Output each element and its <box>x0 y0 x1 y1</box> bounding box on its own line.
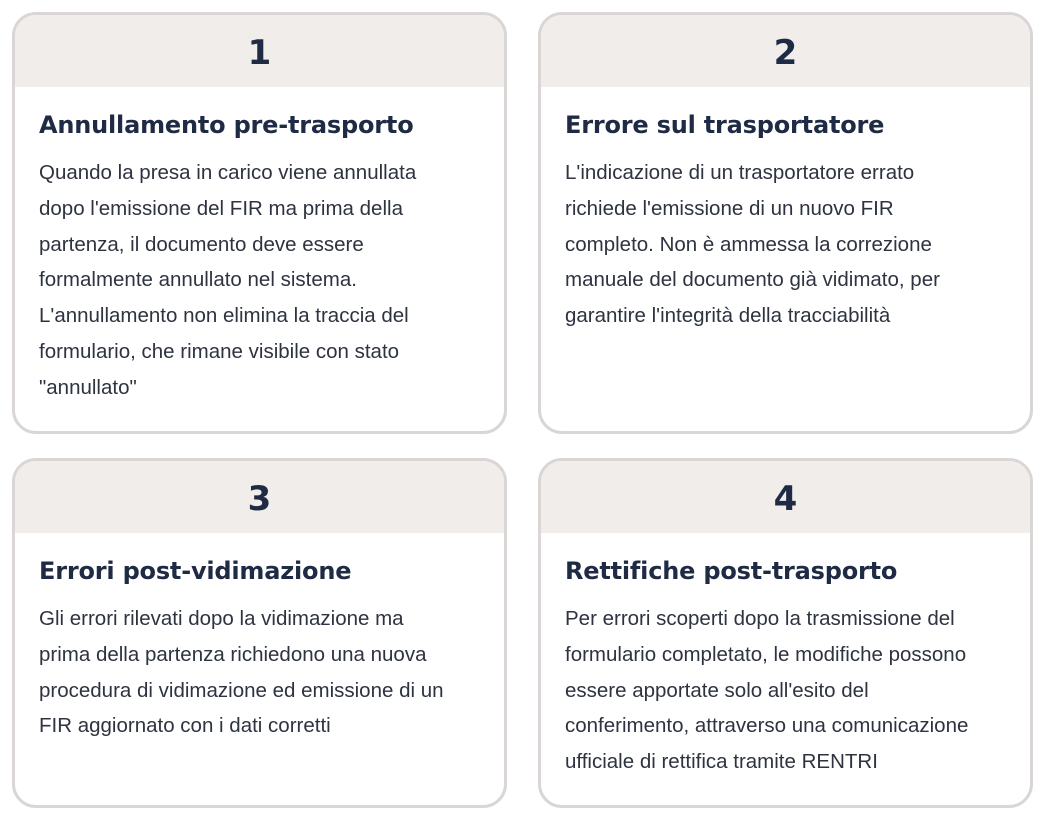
card-header <box>541 461 1030 533</box>
description-line: formulario, che rimane visibile con stato <box>39 339 400 363</box>
description-line: ufficiale di rettifica tramite RENTRI <box>565 750 878 774</box>
card-header <box>15 461 504 533</box>
description-line: partenza, il documento deve essere <box>39 232 364 256</box>
card-number: 4 <box>773 479 798 519</box>
card-header <box>541 15 1030 87</box>
card-body <box>541 533 1030 780</box>
description-line: FIR aggiornato con i dati corretti <box>39 714 331 738</box>
description-line: garantire l'integrità della tracciabilità <box>565 304 891 328</box>
card-description <box>39 601 480 744</box>
card-annullamento-pre-trasporto <box>12 12 507 434</box>
card-number: 1 <box>247 33 272 73</box>
card-body <box>541 87 1030 334</box>
card-description <box>565 155 1006 334</box>
card-header <box>15 15 504 87</box>
card-rettifiche-post-trasporto <box>538 458 1033 808</box>
description-line: procedura di vidimazione ed emissione di un <box>39 678 444 702</box>
description-line: L'indicazione di un trasportatore errato <box>565 161 915 184</box>
card-errore-trasportatore <box>538 12 1033 434</box>
description-line: dopo l'emissione del FIR ma prima della <box>39 196 403 220</box>
description-line: L'annullamento non elimina la traccia del <box>39 304 409 328</box>
card-body <box>15 533 504 744</box>
description-line: prima della partenza richiedono una nuova <box>39 642 427 666</box>
card-number: 2 <box>773 33 798 73</box>
card-number: 3 <box>247 479 272 519</box>
card-errori-post-vidimazione <box>12 458 507 808</box>
description-line: Quando la presa in carico viene annullata <box>39 161 417 184</box>
description-line: manuale del documento già vidimato, per <box>565 268 940 292</box>
description-line: formulario completato, le modifiche possono <box>565 642 967 666</box>
description-line: "annullato" <box>39 375 137 399</box>
card-title: Errori post-vidimazione <box>39 557 352 585</box>
card-description <box>565 601 1006 780</box>
description-line: Per errori scoperti dopo la trasmissione del <box>565 607 955 630</box>
description-line: Gli errori rilevati dopo la vidimazione ma <box>39 607 404 630</box>
card-body <box>15 87 504 406</box>
description-line: essere apportate solo all'esito del <box>565 678 869 702</box>
description-line: richiede l'emissione di un nuovo FIR <box>565 196 894 220</box>
description-line: conferimento, attraverso una comunicazione <box>565 714 969 738</box>
card-title: Errore sul trasportatore <box>565 111 885 139</box>
card-description <box>39 155 480 406</box>
card-title: Annullamento pre-trasporto <box>39 111 414 139</box>
description-line: formalmente annullato nel sistema. <box>39 268 357 292</box>
card-title: Rettifiche post-trasporto <box>565 557 898 585</box>
description-line: completo. Non è ammessa la correzione <box>565 232 932 256</box>
